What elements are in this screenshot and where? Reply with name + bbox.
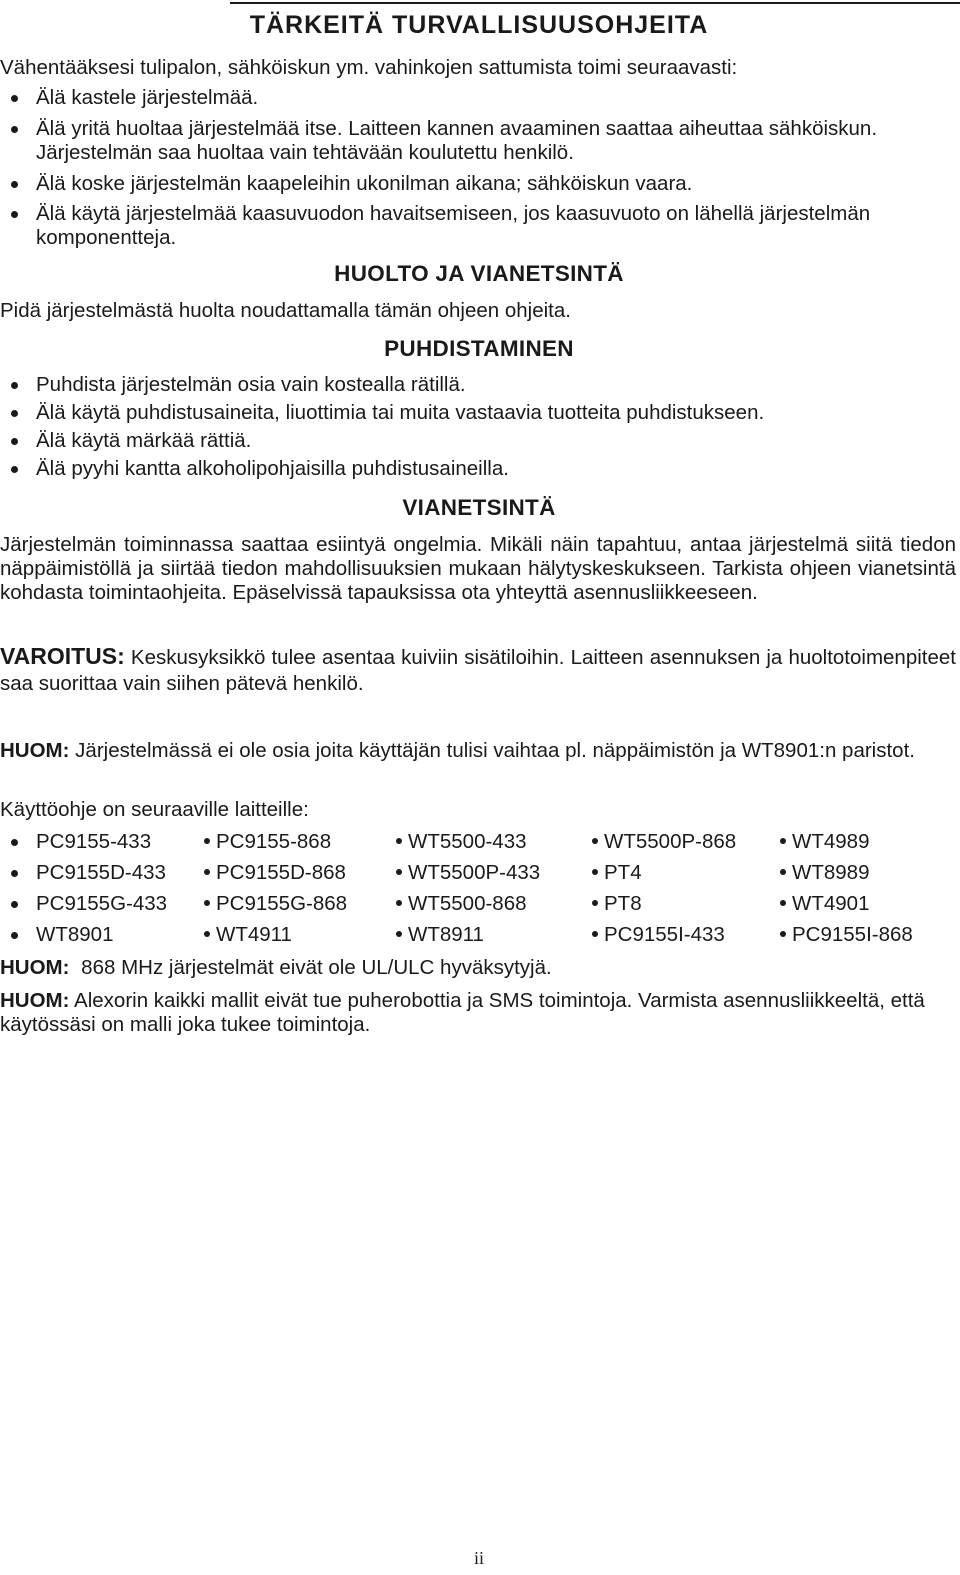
- bullet-icon: [396, 869, 402, 875]
- page-number: ii: [473, 1548, 484, 1568]
- model-name: WT8901: [36, 923, 114, 946]
- note-paragraph: [0, 989, 956, 1037]
- safety-intro: Vähentääksesi tulipalon, sähköiskun ym. vahinkojen sattumista toimi seuraavasti:: [0, 56, 738, 79]
- model-name: WT4911: [216, 923, 292, 946]
- bullet-icon: [204, 838, 210, 844]
- warning-paragraph: [0, 643, 956, 697]
- bullet-icon: [592, 900, 598, 906]
- bullet-icon: [11, 181, 18, 188]
- bullet-icon: [204, 900, 210, 906]
- bullet-icon: [11, 901, 18, 908]
- note-text: Alexorin kaikki mallit eivät tue puherobottia ja SMS toimintoja. Varmista asennusliikkeeltä, että käytössäsi on malli joka tukee toimintoja.: [0, 989, 925, 1036]
- bullet-icon: [396, 931, 402, 937]
- model-name: PC9155-433: [36, 830, 152, 853]
- model-name: PT4: [604, 861, 642, 884]
- bullet-icon: [592, 869, 598, 875]
- models-row: [0, 826, 958, 857]
- model-name: PT8: [604, 892, 642, 915]
- model-name: PC9155I-868: [792, 923, 913, 946]
- model-name: PC9155D-433: [36, 861, 166, 884]
- model-item: [204, 888, 347, 919]
- maintenance-text: Pidä järjestelmästä huolta noudattamalla tämän ohjeen ohjeita.: [0, 299, 571, 322]
- model-item: [204, 857, 346, 888]
- note-text: Järjestelmässä ei ole osia joita käyttäjän tulisi vaihtaa pl. näppäimistön ja WT8901:n paristot.: [75, 739, 915, 762]
- model-item: [780, 826, 869, 857]
- bullet-icon: [11, 839, 18, 846]
- note-label: HUOM:: [0, 739, 70, 762]
- model-item: [780, 888, 869, 919]
- models-row: [0, 857, 958, 888]
- model-name: PC9155-868: [216, 830, 332, 853]
- model-name: WT5500-868: [408, 892, 527, 915]
- model-item: [396, 826, 527, 857]
- bullet-icon: [396, 900, 402, 906]
- bullet-icon: [396, 838, 402, 844]
- bullet-icon: [11, 95, 18, 102]
- bullet-icon: [204, 931, 210, 937]
- model-item: [204, 826, 331, 857]
- model-name: WT4989: [792, 830, 870, 853]
- note-paragraph: [0, 956, 956, 980]
- warning-label: VAROITUS:: [0, 643, 125, 669]
- bullet-icon: [11, 932, 18, 939]
- page-title: TÄRKEITÄ TURVALLISUUSOHJEITA: [249, 11, 709, 39]
- note-text: 868 MHz järjestelmät eivät ole UL/ULC hyväksytyjä.: [81, 956, 552, 979]
- bullet-icon: [11, 466, 18, 473]
- model-name: PC9155I-433: [604, 923, 725, 946]
- model-item: [780, 857, 869, 888]
- model-item: [592, 826, 736, 857]
- model-name: WT5500P-433: [408, 861, 541, 884]
- model-name: PC9155D-868: [216, 861, 346, 884]
- bullet-icon: [11, 410, 18, 417]
- troubleshooting-text: Järjestelmän toiminnassa saattaa esiintyä ongelmia. Mikäli näin tapahtuu, antaa järjestelmä siitä tiedon näppäimistöllä ja siirtää tiedon mahdollisuuksien mukaan hälytyskeskukseen. Tarkista ohjeen vianetsintä kohdasta toimintaohjeita. Epäselvissä tapauksissa ota yhteyttä asennusliikkeeseen.: [0, 533, 956, 604]
- model-name: WT5500-433: [408, 830, 527, 853]
- top-rule: [230, 2, 960, 4]
- model-item: [592, 919, 725, 950]
- model-item: [592, 888, 642, 919]
- note-label: HUOM:: [0, 989, 70, 1012]
- bullet-icon: [204, 869, 210, 875]
- model-item: [204, 919, 292, 950]
- section-heading-cleaning: PUHDISTAMINEN: [384, 336, 574, 361]
- bullet-icon: [11, 211, 18, 218]
- bullet-icon: [592, 838, 598, 844]
- model-item: [396, 888, 527, 919]
- bullet-icon: [780, 931, 786, 937]
- models-intro: Käyttöohje on seuraaville laitteille:: [0, 798, 309, 821]
- bullet-icon: [780, 900, 786, 906]
- bullet-icon: [592, 931, 598, 937]
- bullet-icon: [11, 382, 18, 389]
- bullet-icon: [11, 126, 18, 133]
- models-row: [0, 919, 958, 950]
- warning-text: Keskusyksikkö tulee asentaa kuiviin sisätiloihin. Laitteen asennuksen ja huoltotoimenpiteet saa suorittaa vain siihen pätevä henkilö.: [0, 646, 956, 695]
- bullet-icon: [11, 870, 18, 877]
- model-item: [780, 919, 913, 950]
- bullet-icon: [780, 869, 786, 875]
- note-paragraph: [0, 739, 956, 763]
- model-item: [396, 857, 540, 888]
- bullet-icon: [11, 438, 18, 445]
- model-name: PC9155G-433: [36, 892, 168, 915]
- model-name: WT5500P-868: [604, 830, 737, 853]
- note-label: HUOM:: [0, 956, 70, 979]
- model-name: WT4901: [792, 892, 870, 915]
- bullet-icon: [780, 838, 786, 844]
- model-name: WT8989: [792, 861, 870, 884]
- models-row: [0, 888, 958, 919]
- model-name: WT8911: [408, 923, 484, 946]
- section-heading-maintenance: HUOLTO JA VIANETSINTÄ: [334, 261, 624, 286]
- model-item: [592, 857, 642, 888]
- model-name: PC9155G-868: [216, 892, 348, 915]
- section-heading-troubleshooting: VIANETSINTÄ: [402, 495, 556, 520]
- model-item: [396, 919, 484, 950]
